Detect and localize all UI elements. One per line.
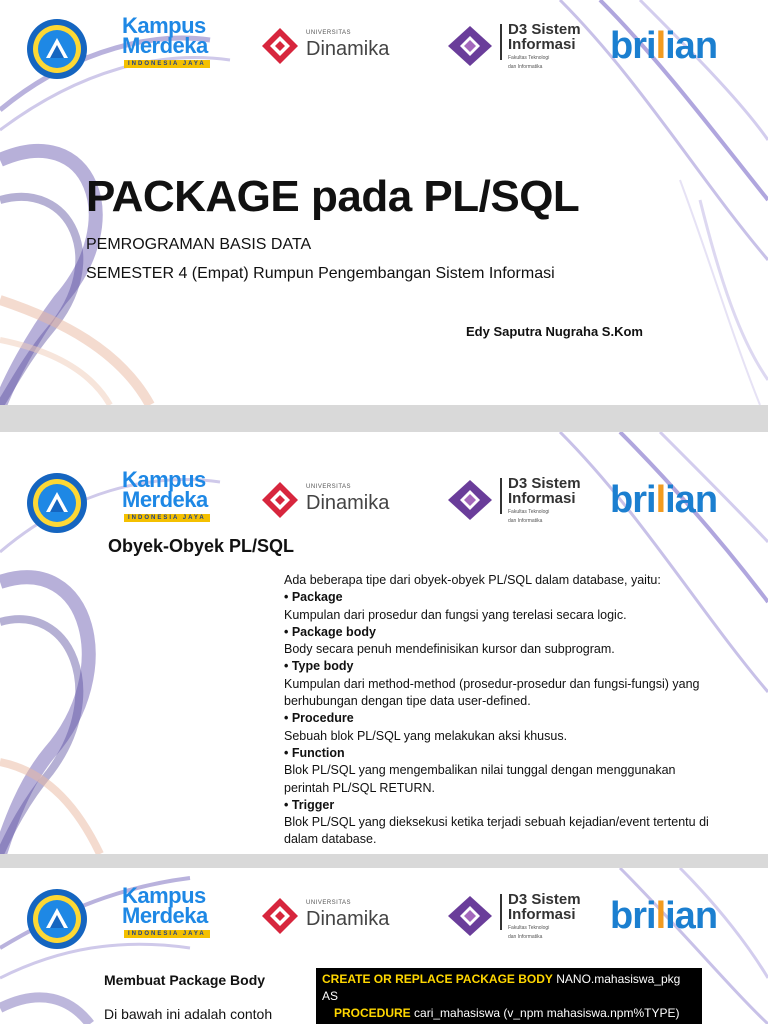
logo-bar: [0, 870, 768, 950]
d3-line1: D3 Sistem: [508, 891, 581, 908]
d3-small2: dan Informatika: [508, 518, 543, 524]
dinamika-logo-icon: [260, 480, 300, 520]
d3-small1: Fakultas Teknologi: [508, 509, 550, 515]
brilian-logo: [610, 480, 717, 520]
slide-heading: Membuat Package Body: [104, 972, 266, 988]
d3-divider: [500, 894, 502, 930]
slide-subtitle-course: PEMROGRAMAN BASIS DATA: [86, 236, 312, 253]
slide-objects: [0, 432, 768, 854]
code-line: [322, 971, 696, 988]
brilian-pre: bri: [610, 479, 656, 521]
item-name: • Type body: [284, 659, 354, 674]
indonesia-jaya-badge: INDONESIA JAYA: [124, 930, 210, 938]
dinamika-universitas-text: UNIVERSITAS: [306, 900, 352, 906]
code-line: [322, 1005, 696, 1022]
item-desc: Sebuah blok PL/SQL yang melakukan aksi khusus.: [284, 728, 568, 743]
kampus-merdeka-logo: [122, 13, 208, 58]
code-text: NANO.mahasiswa_pkg: [552, 972, 681, 986]
d3-small2: dan Informatika: [508, 64, 543, 70]
code-keyword: PROCEDURE: [334, 1006, 411, 1020]
dinamika-text: Dinamika: [306, 492, 390, 514]
d3-sistem-informasi-text: [508, 22, 581, 70]
brilian-post: ian: [665, 25, 718, 67]
merdeka-text: Merdeka: [122, 903, 208, 928]
list-item: [284, 797, 724, 849]
item-desc: Kumpulan dari prosedur dan fungsi yang terelasi secara logic.: [284, 607, 627, 622]
slide-subtitle-semester: SEMESTER 4 (Empat) Rumpun Pengembangan Sistem Informasi: [86, 265, 555, 282]
list-item: [284, 745, 724, 797]
item-desc: Body secara penuh mendefinisikan kursor dan subprogram.: [284, 642, 615, 657]
d3-sistem-informasi-logo-icon: [446, 478, 494, 522]
indonesia-jaya-badge: INDONESIA JAYA: [124, 514, 210, 522]
indonesia-jaya-badge: INDONESIA JAYA: [124, 60, 210, 68]
item-name: • Function: [284, 745, 345, 760]
dinamika-text: Dinamika: [306, 38, 390, 60]
slide-heading: Obyek-Obyek PL/SQL: [108, 536, 295, 556]
d3-small1: Fakultas Teknologi: [508, 55, 550, 61]
brilian-pre: bri: [610, 25, 656, 67]
slide-title: [0, 0, 768, 405]
brilian-i: l: [655, 25, 666, 67]
slide-main-title: PACKAGE pada PL/SQL: [86, 172, 580, 221]
d3-small2: dan Informatika: [508, 934, 543, 940]
item-name: • Package: [284, 590, 343, 605]
merdeka-text: Merdeka: [122, 33, 208, 58]
code-line: AS: [322, 989, 339, 1003]
d3-divider: [500, 24, 502, 60]
brilian-i: l: [655, 479, 666, 521]
d3-line1: D3 Sistem: [508, 21, 581, 38]
d3-line2: Informasi: [508, 490, 576, 507]
brilian-post: ian: [665, 479, 718, 521]
kampus-merdeka-logo: [122, 467, 208, 512]
list-item: [284, 624, 724, 659]
brilian-logo: [610, 896, 717, 936]
list-item: [284, 658, 724, 710]
dinamika-logo-icon: [260, 896, 300, 936]
author-name: Edy Saputra Nugraha S.Kom: [466, 324, 643, 339]
item-name: • Procedure: [284, 711, 354, 726]
code-text: cari_mahasiswa (v_npm mahasiswa.npm%TYPE): [410, 1006, 680, 1020]
d3-divider: [500, 478, 502, 514]
item-desc: Blok PL/SQL yang dieksekusi ketika terjadi sebuah kejadian/event tertentu di dalam database.: [284, 815, 709, 847]
item-desc: Blok PL/SQL yang mengembalikan nilai tunggal dengan menggunakan perintah PL/SQL RETURN.: [284, 763, 676, 795]
dinamika-text: Dinamika: [306, 908, 390, 930]
brilian-pre: bri: [610, 895, 656, 937]
d3-sistem-informasi-logo-icon: [446, 24, 494, 68]
d3-sistem-informasi-text: [508, 476, 581, 524]
slide-body: Di bawah ini adalah contoh: [104, 1006, 273, 1022]
logo-bar: [0, 0, 768, 80]
code-keyword: CREATE OR REPLACE PACKAGE BODY: [322, 972, 553, 986]
list-item: [284, 589, 724, 624]
kampus-text: Kampus: [122, 467, 206, 492]
slide-body: [284, 572, 724, 849]
brilian-post: ian: [665, 895, 718, 937]
d3-sistem-informasi-logo-icon: [446, 894, 494, 938]
kampus-text: Kampus: [122, 883, 206, 908]
item-name: • Package body: [284, 624, 376, 639]
merdeka-text: Merdeka: [122, 487, 208, 512]
d3-sistem-informasi-text: [508, 892, 581, 940]
tut-wuri-handayani-logo-icon: [26, 888, 88, 950]
kampus-merdeka-logo: [122, 883, 208, 928]
dinamika-logo-icon: [260, 26, 300, 66]
kampus-text: Kampus: [122, 13, 206, 38]
logo-bar: [0, 454, 768, 534]
brilian-i: l: [655, 895, 666, 937]
d3-small1: Fakultas Teknologi: [508, 925, 550, 931]
slide-package-body: [0, 868, 768, 1024]
tut-wuri-handayani-logo-icon: [26, 472, 88, 534]
intro-text: Ada beberapa tipe dari obyek-obyek PL/SQL dalam database, yaitu:: [284, 573, 661, 587]
item-desc: Kumpulan dari method-method (prosedur-prosedur dan fungsi-fungsi) yang berhubungan dengan tipe data user-defined.: [284, 676, 700, 709]
d3-line1: D3 Sistem: [508, 475, 581, 492]
d3-line2: Informasi: [508, 36, 576, 53]
item-name: • Trigger: [284, 797, 335, 812]
list-item: [284, 710, 724, 745]
code-block: [316, 968, 702, 1024]
dinamika-universitas-text: UNIVERSITAS: [306, 30, 352, 36]
brilian-logo: [610, 26, 717, 66]
tut-wuri-handayani-logo-icon: [26, 18, 88, 80]
dinamika-universitas-text: UNIVERSITAS: [306, 484, 352, 490]
d3-line2: Informasi: [508, 906, 576, 923]
